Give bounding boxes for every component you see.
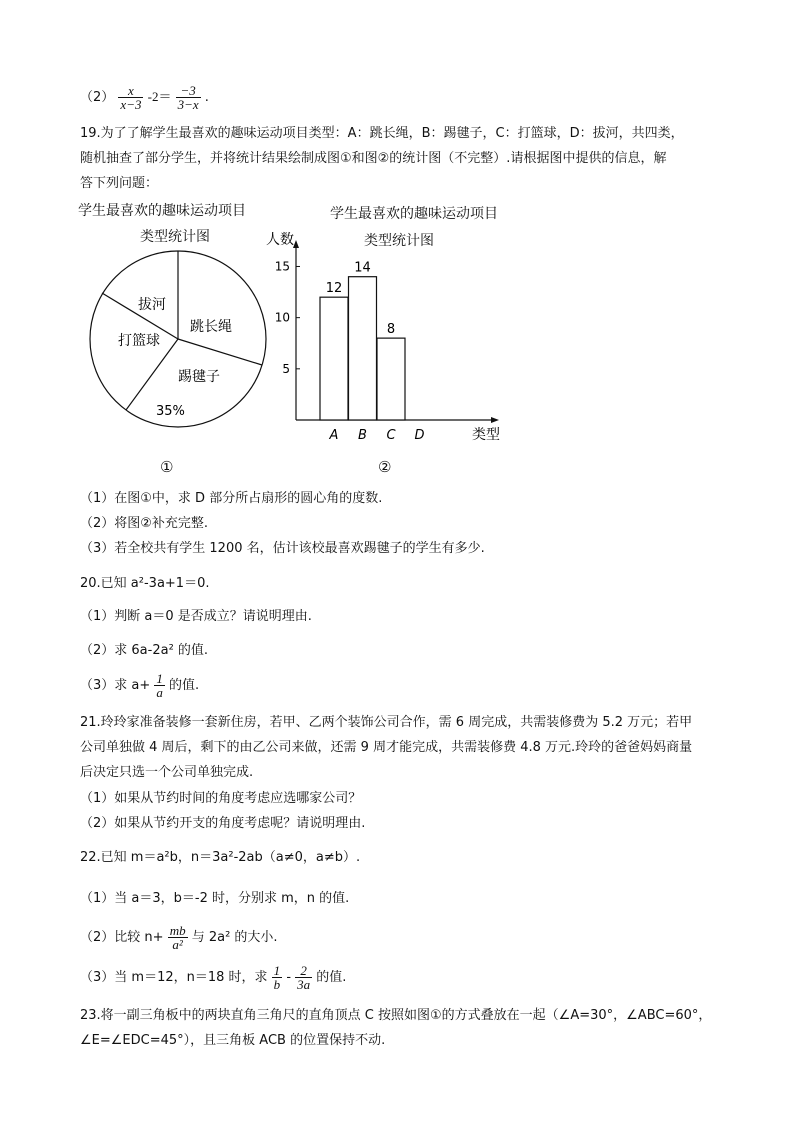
pie-caption: ①: [160, 458, 174, 476]
bar-B: [349, 277, 377, 420]
bar-value-label-C: 8: [386, 322, 396, 338]
pie-chart: [80, 245, 280, 435]
x-tick-label-D: D: [414, 428, 425, 443]
bar-value-label-B: 14: [354, 260, 371, 276]
fraction-mb-over-a2: $\frac{mb}{\text{a²}}$: [169, 923, 186, 952]
bar-xlabel: 类型: [472, 427, 500, 443]
pie-label-tijianzi: 踢毽子: [178, 369, 220, 385]
bar-title-line2: 类型统计图: [364, 233, 434, 249]
q23-line2: ∠E=∠EDC=45°），且三角板 ACB 的位置保持不动.: [80, 1033, 386, 1048]
pie-percent-label: 35%: [156, 404, 185, 419]
fraction-2-over-3a: $\frac{2}{3a}$: [297, 963, 311, 992]
q21-line1: 21.玲玲家准备装修一套新住房，若甲、乙两个装饰公司合作，需 6 周完成，共需装修费为 5.2 万元；若甲: [80, 715, 693, 730]
q21-sub1: （1）如果从节约时间的角度考虑应选哪家公司？: [80, 791, 362, 806]
q22-stem: 22.已知 m＝a²b，n＝3a²-2ab（a≠0，a≠b）.: [80, 850, 361, 865]
bar-value-label-A: 12: [325, 281, 343, 297]
bar-ylabel: 人数: [266, 232, 294, 248]
q18-sub2: （2） $\frac{x}{x-3}$ -2＝ $\frac{-3}{3-x}$ .: [80, 83, 209, 112]
fraction-minus3-over-3-minus-x: $\frac{-3}{3-x}$: [177, 83, 199, 112]
q20-stem: 20.已知 a²-3a+1＝0.: [80, 576, 210, 591]
q23-line1: 23.将一副三角板中的两块直角三角尺的直角顶点 C 按照如图①的方式叠放在一起（∠A=30°，∠ABC=60°，: [80, 1008, 712, 1023]
q22-sub2: （2）比较 n+ $\frac{mb}{\text{a²}}$ 与 2a² 的大小.: [80, 923, 278, 952]
pie-title-line1: 学生最喜欢的趣味运动项目: [78, 203, 246, 219]
pie-divider-right: [178, 339, 262, 365]
bar-chart: [258, 228, 518, 448]
fraction-1-over-a: $\frac{1}{a}$: [156, 671, 163, 700]
bar-C: [377, 338, 405, 420]
q20-sub2: （2）求 6a-2a² 的值.: [80, 643, 209, 658]
pie-title-line2: 类型统计图: [140, 229, 210, 245]
bar-caption: ②: [378, 458, 392, 476]
bar-x-axis-arrow: [491, 417, 499, 423]
q21-sub2: （2）如果从节约开支的角度考虑呢？请说明理由.: [80, 816, 366, 831]
q21-line2: 公司单独做 4 周后，剩下的由乙公司来做，还需 9 周才能完成，共需装修费 4.8 万元.玲玲的爸爸妈妈商量: [80, 740, 693, 755]
pie-label-tiaochangsheng: 跳长绳: [190, 319, 232, 335]
bar-marks-group: [275, 259, 425, 443]
q19-sub1: （1）在图①中，求 D 部分所占扇形的圆心角的度数.: [80, 491, 383, 506]
q19-sub2: （2）将图②补充完整.: [80, 516, 209, 531]
y-tick-label-10: 10: [274, 310, 290, 325]
pie-label-bahe: 拔河: [138, 297, 166, 313]
q20-sub3: （3）求 a+ $\frac{1}{a}$ 的值.: [80, 671, 200, 700]
q21-line3: 后决定只选一个公司单独完成.: [80, 765, 254, 780]
x-tick-label-C: C: [386, 428, 396, 443]
bar-title-line1: 学生最喜欢的趣味运动项目: [330, 206, 498, 222]
y-tick-label-5: 5: [282, 361, 290, 376]
q22-sub1: （1）当 a＝3，b＝-2 时，分别求 m，n 的值.: [80, 891, 350, 906]
q19-sub3: （3）若全校共有学生 1200 名，估计该校最喜欢踢毽子的学生有多少.: [80, 541, 485, 556]
y-tick-label-15: 15: [274, 259, 290, 274]
q22-sub3: （3）当 m＝12，n＝18 时，求 $\frac{1}{b}$ - $\frac{2}{3a}$ 的值.: [80, 963, 347, 992]
q19-line2: 随机抽查了部分学生，并将统计结果绘制成图①和图②的统计图（不完整）.请根据图中提供的信息，解: [80, 151, 667, 166]
q20-sub1: （1）判断 a＝0 是否成立？请说明理由.: [80, 609, 312, 624]
fraction-1-over-b: $\frac{1}{b}$: [273, 963, 281, 992]
pie-label-dalanqiu: 打篮球: [118, 333, 160, 349]
x-tick-label-B: B: [358, 428, 367, 443]
pie-divider-bottom: [126, 339, 178, 410]
q19-line3: 答下列问题：: [80, 176, 159, 191]
x-tick-label-A: A: [329, 428, 339, 443]
bar-A: [320, 297, 348, 420]
fraction-x-over-x-minus-3: $\frac{x}{x-3}$: [120, 83, 142, 112]
q19-line1: 19.为了了解学生最喜欢的趣味运动项目类型：A：跳长绳，B：踢毽子，C：打篮球，D：拔河，共四类，: [80, 126, 684, 141]
